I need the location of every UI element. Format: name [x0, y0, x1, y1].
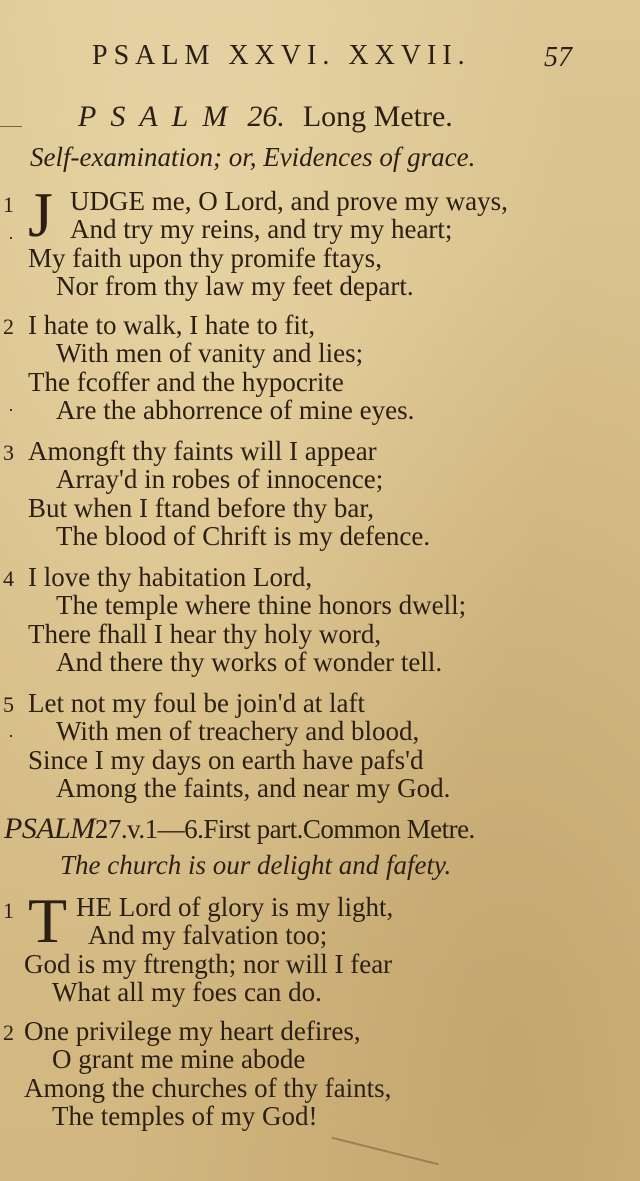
drop-cap: T: [28, 885, 68, 956]
stanza-number: 2: [3, 314, 14, 339]
verse-line: UDGE me, O Lord, and prove my ways,: [70, 186, 508, 216]
margin-rule: [0, 126, 22, 127]
margin-speck: ·: [8, 726, 14, 746]
verse-line: HE Lord of glory is my light,: [76, 892, 394, 922]
stanza-number: 1: [3, 192, 14, 217]
verse-line: My faith upon thy promife ftays,: [28, 243, 382, 273]
verse-line: Let not my foul be join'd at laft: [28, 688, 366, 718]
verse-line: And there thy works of wonder tell.: [56, 647, 443, 677]
margin-speck: ·: [8, 400, 14, 420]
verse-line: There fhall I hear thy holy word,: [28, 619, 382, 649]
verse-line: What all my foes can do.: [52, 977, 322, 1007]
verse-line: One privilege my heart defires,: [24, 1016, 361, 1046]
page-scratch-mark: [331, 1137, 438, 1166]
psalm-27-subtitle: The church is our delight and fafety.: [60, 850, 452, 880]
psalm-26-subtitle: Self-examination; or, Evidences of grace.: [30, 142, 476, 172]
verse-line: O grant me mine abode: [52, 1044, 306, 1074]
psalm-26-number: 26.: [247, 100, 285, 133]
psalm-26-heading: [78, 100, 453, 134]
verse-line: And try my reins, and try my heart;: [70, 214, 453, 244]
stanza-number: 1: [3, 898, 14, 923]
verse-line: I love thy habitation Lord,: [28, 562, 313, 592]
verse-line: God is my ftrength; nor will I fear: [24, 949, 393, 979]
stanza-number: 4: [3, 566, 14, 591]
margin-speck: ·: [8, 228, 14, 248]
psalm-26-metre: Long Metre.: [302, 100, 453, 133]
page-number: 57: [544, 42, 572, 73]
verse-line: With men of treachery and blood,: [56, 716, 420, 746]
verse-line: With men of vanity and lies;: [56, 338, 364, 368]
verse-line: But when I ftand before thy bar,: [28, 493, 375, 523]
psalm-27-heading: [4, 812, 475, 846]
verse-line: Amongft thy faints will I appear: [28, 436, 377, 466]
stanza-number: 5: [3, 692, 14, 717]
running-head-title: PSALM XXVI. XXVII.: [92, 40, 471, 71]
verse-line: The blood of Chrift is my defence.: [56, 521, 431, 551]
stanza-number: 2: [3, 1020, 14, 1045]
verse-line: Since I my days on earth have pafs'd: [28, 745, 424, 775]
verse-line: The temple where thine honors dwell;: [56, 590, 467, 620]
psalm-26-heading-word: PSALM: [78, 100, 242, 133]
verse-line: The fcoffer and the hypocrite: [28, 367, 344, 397]
verse-line: The temples of my God!: [52, 1101, 318, 1131]
psalm-27-heading-word: PSALM: [4, 812, 95, 845]
verse-line: I hate to walk, I hate to fit,: [28, 310, 316, 340]
verse-line: Among the faints, and near my God.: [56, 773, 451, 803]
running-head: [92, 40, 572, 73]
verse-line: Nor from thy law my feet depart.: [56, 271, 414, 301]
verse-line: Array'd in robes of innocence;: [56, 464, 384, 494]
stanza-number: 3: [3, 440, 14, 465]
verse-line: Among the churches of thy faints,: [24, 1073, 392, 1103]
psalm-27-heading-detail: 27.v.1—6.First part.Common Metre.: [94, 814, 475, 844]
verse-line: Are the abhorrence of mine eyes.: [56, 395, 415, 425]
verse-line: And my falvation too;: [88, 920, 328, 950]
drop-cap: J: [28, 179, 53, 250]
